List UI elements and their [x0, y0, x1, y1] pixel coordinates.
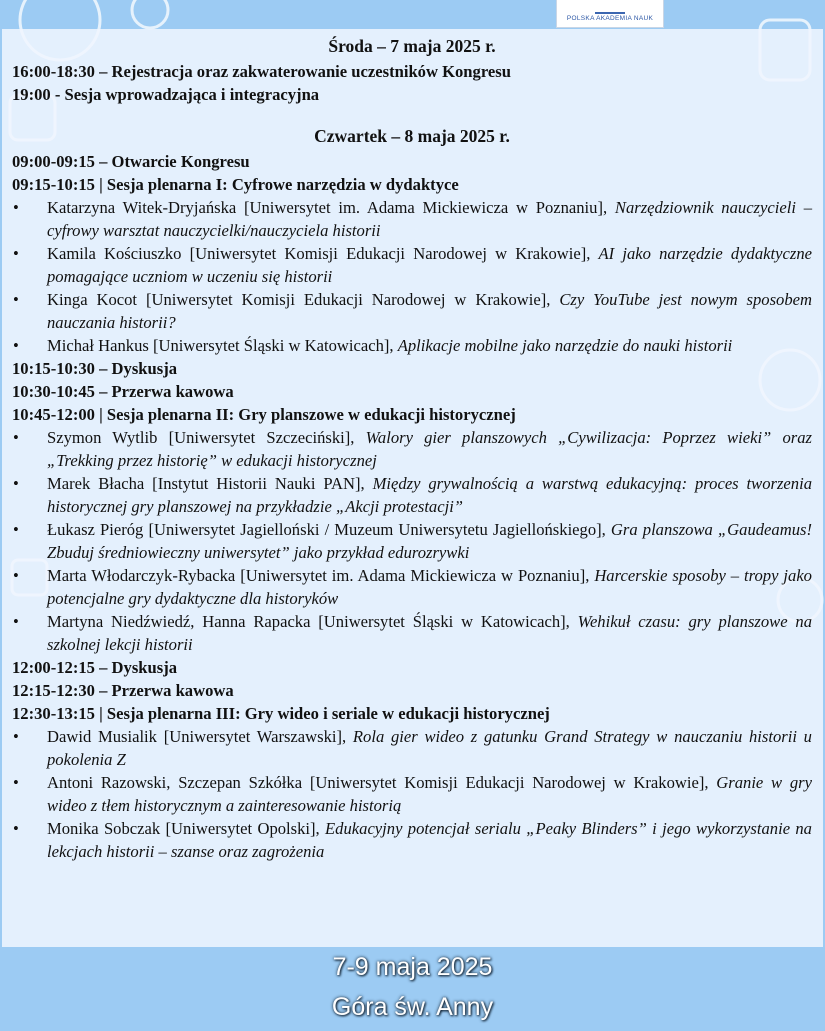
break-line: 12:15-12:30 – Przerwa kawowa: [12, 681, 234, 700]
bullet: •: [13, 819, 19, 838]
speaker: Antoni Razowski, Szczepan Szkółka [Uniwersytet Komisji Edukacji Narodowej w Krakowie],: [47, 773, 717, 792]
speaker: Marek Błacha [Instytut Historii Nauki PAN],: [47, 474, 373, 493]
session-title: 09:15-10:15 | Sesja plenarna I: Cyfrowe narzędzia w dydaktyce: [12, 175, 459, 194]
speaker: Kinga Kocot [Uniwersytet Komisji Edukacji Narodowej w Krakowie],: [47, 290, 560, 309]
speaker: Marta Włodarczyk-Rybacka [Uniwersytet im. Adama Mickiewicza w Poznaniu],: [47, 566, 595, 585]
talk-title: Edukacyjny potencjał serialu „Peaky Blinders” i jego wykorzystanie na lekcjach historii – szanse oraz zagrożenia: [47, 819, 812, 861]
bullet: •: [13, 520, 19, 539]
bullet: •: [13, 244, 19, 263]
talk-title: Harcerskie sposoby – tropy jako potencjalne gry dydaktyczne dla historyków: [47, 566, 812, 608]
speaker: Katarzyna Witek-Dryjańska [Uniwersytet im. Adama Mickiewicza w Poznaniu],: [47, 198, 615, 217]
list-item: [12, 426, 812, 472]
list-item: [12, 817, 812, 863]
talk-title: Rola gier wideo z gatunku Grand Strategy w nauczaniu historii u pokolenia Z: [47, 727, 812, 769]
bullet: •: [13, 290, 19, 309]
speaker: Monika Sobczak [Uniwersytet Opolski],: [47, 819, 326, 838]
list-item: [12, 725, 812, 771]
list-item: [12, 472, 812, 518]
talk-title: Czy YouTube jest nowym sposobem nauczania historii?: [47, 290, 813, 332]
schedule-line: 19:00 - Sesja wprowadzająca i integracyjna: [12, 85, 320, 104]
talk-title: Aplikacje mobilne jako narzędzie do nauki historii: [397, 336, 733, 355]
list-item: [12, 196, 812, 242]
talk-title: Granie w gry wideo z tłem historycznym a zainteresowanie historią: [47, 773, 812, 815]
session-title: 12:30-13:15 | Sesja plenarna III: Gry wideo i seriale w edukacji historycznej: [12, 704, 550, 723]
bullet: •: [13, 474, 19, 493]
day-title-wednesday: Środa – 7 maja 2025 r.: [328, 36, 496, 56]
speaker: Kamila Kościuszko [Uniwersytet Komisji Edukacji Narodowej w Krakowie],: [47, 244, 599, 263]
talk-title: Walory gier planszowych „Cywilizacja: Poprzez wieki” oraz „Trekking przez historię” w edukacji historycznej: [47, 428, 812, 470]
event-place: Góra św. Anny: [331, 993, 494, 1021]
session-title: 10:45-12:00 | Sesja plenarna II: Gry planszowe w edukacji historycznej: [12, 405, 516, 424]
discussion-line: 10:15-10:30 – Dyskusja: [12, 359, 178, 378]
schedule-line: 16:00-18:30 – Rejestracja oraz zakwaterowanie uczestników Kongresu: [12, 62, 511, 81]
speaker: Szymon Wytlib [Uniwersytet Szczeciński],: [47, 428, 366, 447]
logo-text: POLSKA AKADEMIA NAUK: [566, 15, 654, 22]
speaker: Dawid Musialik [Uniwersytet Warszawski],: [47, 727, 353, 746]
break-line: 10:30-10:45 – Przerwa kawowa: [12, 382, 234, 401]
bullet: •: [13, 773, 19, 792]
talk-title: AI jako narzędzie dydaktyczne pomagające uczniom w uczeniu się historii: [47, 244, 812, 286]
bullet: •: [13, 566, 19, 585]
speaker: Martyna Niedźwiedź, Hanna Rapacka [Uniwersytet Śląski w Katowicach],: [47, 612, 578, 631]
speaker: Łukasz Pieróg [Uniwersytet Jagielloński / Muzeum Uniwersytetu Jagiellońskiego],: [47, 520, 611, 539]
bullet: •: [13, 198, 19, 217]
pan-logo: [556, 0, 664, 28]
bullet: •: [13, 612, 19, 631]
list-item: [12, 564, 812, 610]
list-item: [12, 334, 812, 357]
list-item: [12, 610, 812, 656]
bullet: •: [13, 727, 19, 746]
program-content: [12, 35, 812, 863]
talk-title: Narzędziownik nauczycieli – cyfrowy warsztat nauczycielki/nauczyciela historii: [47, 198, 812, 240]
event-dates: 7-9 maja 2025: [332, 953, 493, 981]
bullet: •: [13, 336, 19, 355]
talk-title: Wehikuł czasu: gry planszowe na szkolnej lekcji historii: [47, 612, 812, 654]
logo-mark-icon: [595, 2, 625, 14]
bullet: •: [13, 428, 19, 447]
list-item: [12, 242, 812, 288]
opening-line: 09:00-09:15 – Otwarcie Kongresu: [12, 152, 250, 171]
talk-title: Między grywalnością a warstwą edukacyjną: proces tworzenia historycznej gry planszowej na przykładzie „Akcji protestacji”: [47, 474, 812, 516]
speaker: Michał Hankus [Uniwersytet Śląski w Katowicach],: [47, 336, 398, 355]
list-item: [12, 771, 812, 817]
day-title-thursday: Czwartek – 8 maja 2025 r.: [314, 126, 510, 146]
event-footer: [0, 947, 825, 1027]
discussion-line: 12:00-12:15 – Dyskusja: [12, 658, 178, 677]
list-item: [12, 288, 812, 334]
list-item: [12, 518, 812, 564]
talk-title: Gra planszowa „Gaudeamus! Zbuduj średniowieczny uniwersytet” jako przykład edurozrywki: [47, 520, 812, 562]
